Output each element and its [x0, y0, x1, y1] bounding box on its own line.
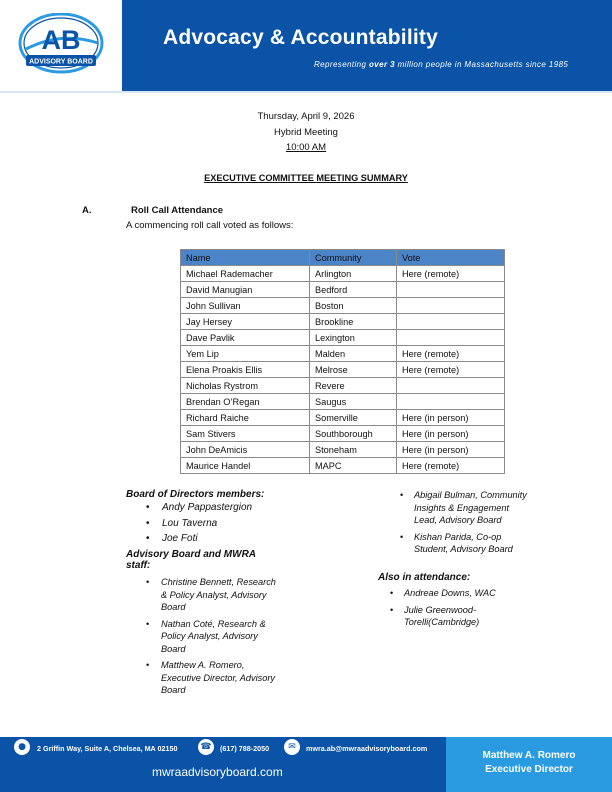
cell-name: Dave Pavlik — [181, 330, 310, 346]
board-members-list — [126, 500, 326, 547]
cell-vote: Here (in person) — [397, 410, 505, 426]
header-tagline — [314, 60, 568, 69]
table-row — [181, 394, 505, 410]
attendee-line: • Julie Greenwood- — [404, 604, 477, 615]
roll-call-table — [180, 249, 505, 474]
footer-signer — [446, 749, 612, 777]
staff-member-line: • Christine Bennett, Research — [161, 577, 276, 587]
cell-name: John Sullivan — [181, 298, 310, 314]
staff-member-line: • Nathan Coté, Research & — [161, 618, 266, 629]
cell-community: Boston — [310, 298, 397, 314]
staff-member-line: & Policy Analyst, Advisory — [161, 589, 267, 600]
cell-community: Lexington — [310, 330, 397, 346]
meeting-format: Hybrid Meeting — [274, 127, 338, 138]
cell-vote — [397, 378, 505, 394]
staff-member-line: • Kishan Parida, Co-op — [414, 531, 502, 542]
staff-member — [126, 618, 326, 656]
staff-member-line: Lead, Advisory Board — [414, 515, 502, 525]
summary-title-wrap — [0, 173, 612, 184]
cell-vote — [397, 394, 505, 410]
meeting-date: Thursday, April 9, 2026 — [257, 111, 355, 122]
cell-community: Stoneham — [310, 442, 397, 458]
cell-name: Maurice Handel — [181, 458, 310, 474]
column-header-vote: Vote — [397, 250, 505, 266]
roll-call-body — [181, 266, 505, 474]
signer-title: Executive Director — [485, 764, 573, 775]
table-header-row — [181, 250, 505, 266]
header-rule — [0, 91, 612, 93]
staff-heading-line-1: Advisory Board and MWRA — [126, 549, 257, 560]
meeting-time: 10:00 AM — [285, 142, 327, 153]
cell-community: Bedford — [310, 282, 397, 298]
board-member: • Joe Foti — [126, 531, 326, 547]
cell-name: Michael Rademacher — [181, 266, 310, 282]
cell-vote: Here (remote) — [397, 362, 505, 378]
cell-name: John DeAmicis — [181, 442, 310, 458]
letterhead-header — [0, 0, 612, 91]
summary-title: EXECUTIVE COMMITTEE MEETING SUMMARY — [204, 173, 408, 183]
cell-vote: Here (in person) — [397, 442, 505, 458]
cell-vote: Here (remote) — [397, 266, 505, 282]
cell-vote — [397, 298, 505, 314]
staff-member-line: Board — [161, 602, 186, 612]
cell-vote — [397, 282, 505, 298]
footer-website[interactable]: mwraadvisoryboard.com — [152, 765, 283, 779]
staff-member — [388, 531, 578, 556]
footer-phone[interactable]: (617) 788-2050 — [220, 744, 270, 753]
cell-community: Melrose — [310, 362, 397, 378]
attendee-line: Torelli(Cambridge) — [404, 617, 480, 627]
cell-community: Saugus — [310, 394, 397, 410]
cell-community: Southborough — [310, 426, 397, 442]
staff-member-line: Policy Analyst, Advisory — [161, 631, 258, 641]
staff-heading-line-2: staff: — [126, 560, 151, 571]
staff-member — [126, 659, 326, 697]
cell-name: Brendan O’Regan — [181, 394, 310, 410]
section-intro: A commencing roll call voted as follows: — [126, 220, 294, 231]
attendee — [378, 587, 578, 600]
section-title: Roll Call Attendance — [131, 205, 224, 216]
cell-community: Arlington — [310, 266, 397, 282]
email-icon: ✉ — [284, 739, 300, 755]
attendee-line: • Andreae Downs, WAC — [404, 588, 496, 598]
staff-block — [126, 549, 326, 701]
also-heading: Also in attendance: — [378, 572, 471, 583]
cell-name: David Manugian — [181, 282, 310, 298]
table-row — [181, 362, 505, 378]
section-letter: A. — [82, 205, 92, 216]
cell-vote — [397, 314, 505, 330]
signer-name: Matthew A. Romero — [482, 750, 576, 761]
cell-name: Richard Raiche — [181, 410, 310, 426]
table-row — [181, 426, 505, 442]
footer-email[interactable]: mwra.ab@mwraadvisoryboard.com — [306, 744, 428, 753]
also-attendance-block — [378, 572, 578, 633]
attendee — [378, 604, 578, 629]
phone-icon: ☎ — [198, 739, 214, 755]
board-members-block — [126, 489, 326, 547]
column-header-name: Name — [181, 250, 310, 266]
staff-member-line: • Abigail Bulman, Community — [414, 490, 527, 500]
logo-text: AB — [41, 25, 81, 55]
table-row — [181, 346, 505, 362]
advisory-board-logo — [18, 13, 104, 75]
cell-community: MAPC — [310, 458, 397, 474]
tagline-pre: Representing — [314, 60, 370, 69]
table-row — [181, 314, 505, 330]
cell-name: Sam Stivers — [181, 426, 310, 442]
cell-vote — [397, 330, 505, 346]
cell-name: Nicholas Rystrom — [181, 378, 310, 394]
location-pin-icon: ● — [14, 739, 30, 755]
cell-vote: Here (in person) — [397, 426, 505, 442]
table-row — [181, 266, 505, 282]
cell-community: Brookline — [310, 314, 397, 330]
meeting-time-wrap — [0, 142, 612, 153]
cell-name: Jay Hersey — [181, 314, 310, 330]
staff-member-line: Insights & Engagement — [414, 502, 509, 513]
header-title: Advocacy & Accountability — [163, 26, 438, 49]
cell-name: Elena Proakis Ellis — [181, 362, 310, 378]
staff-member — [388, 489, 578, 527]
right-staff-block — [388, 489, 578, 560]
board-member: • Lou Taverna — [126, 516, 326, 532]
cell-vote: Here (remote) — [397, 458, 505, 474]
cell-community: Malden — [310, 346, 397, 362]
footer-address: 2 Griffin Way, Suite A, Chelsea, MA 02150 — [37, 744, 178, 753]
staff-member-line: • Matthew A. Romero, — [161, 660, 245, 670]
cell-community: Somerville — [310, 410, 397, 426]
table-row — [181, 298, 505, 314]
board-member: • Andy Pappastergion — [126, 500, 326, 516]
cell-vote: Here (remote) — [397, 346, 505, 362]
also-attendance-list — [378, 587, 578, 629]
staff-member-line: Student, Advisory Board — [414, 544, 513, 554]
tagline-bold: over 3 — [369, 60, 395, 69]
board-heading: Board of Directors members: — [126, 489, 265, 500]
cell-name: Yem Lip — [181, 346, 310, 362]
table-row — [181, 458, 505, 474]
staff-member-line: Executive Director, Advisory — [161, 672, 276, 683]
staff-member-line: Board — [161, 643, 186, 654]
table-row — [181, 330, 505, 346]
right-staff-list — [388, 489, 578, 556]
staff-member-line: Board — [161, 685, 186, 695]
table-row — [181, 410, 505, 426]
staff-member — [126, 576, 326, 614]
cell-community: Revere — [310, 378, 397, 394]
column-header-community: Community — [310, 250, 397, 266]
table-row — [181, 282, 505, 298]
staff-members-list — [126, 576, 326, 697]
logo-subtext: ADVISORY BOARD — [29, 58, 93, 66]
table-row — [181, 378, 505, 394]
table-row — [181, 442, 505, 458]
tagline-post: million people in Massachusetts since 1985 — [395, 60, 569, 69]
